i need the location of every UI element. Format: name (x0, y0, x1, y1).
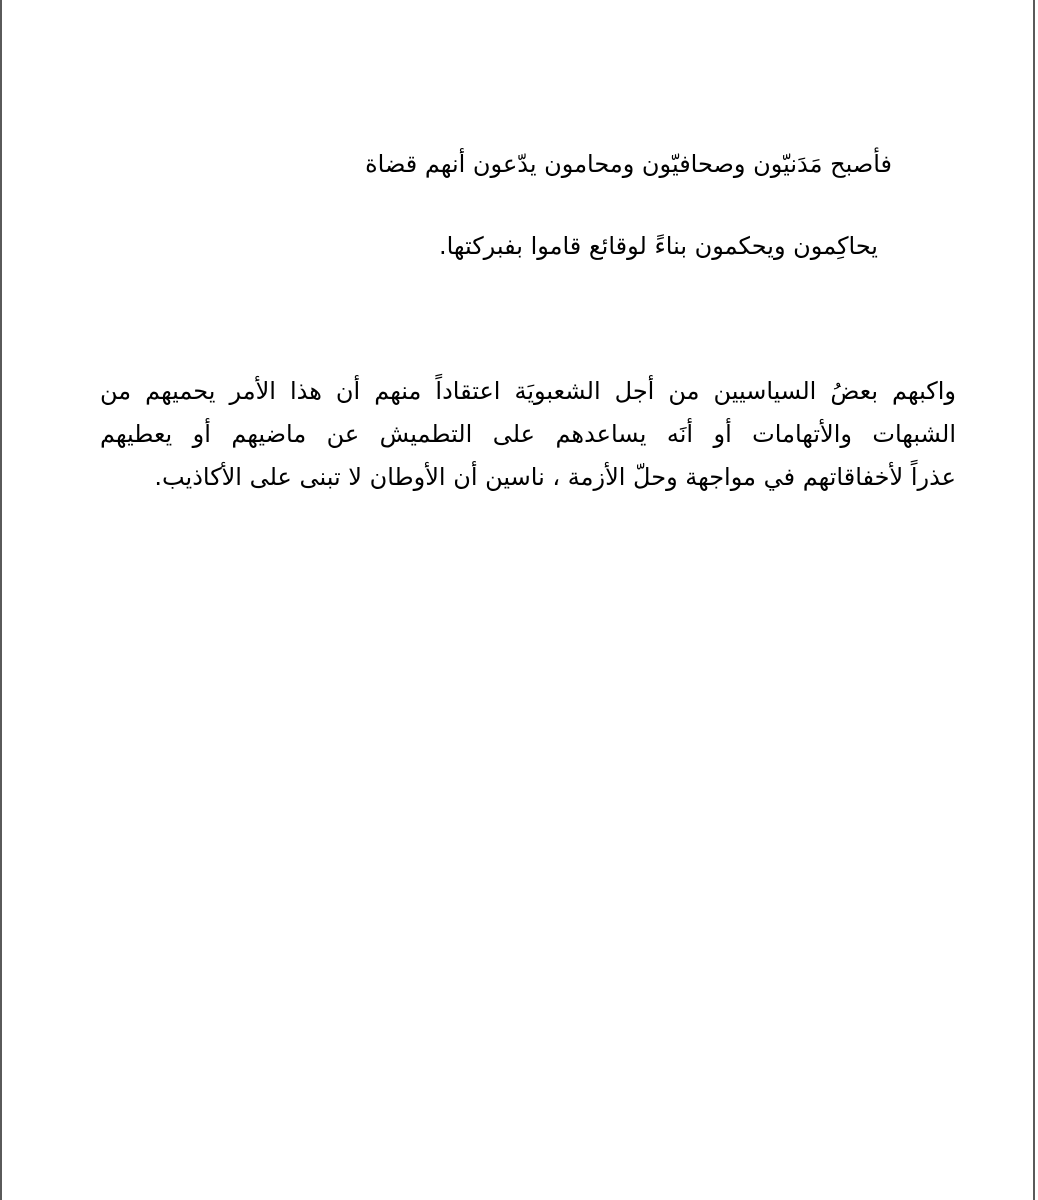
paragraph (100, 370, 956, 499)
paragraph-line-3: عذراً لأخفاقاتهم في مواجهة وحلّ الأزمة ، ناسين أن الأوطان لا تبنى على الأكاذيب. (154, 463, 956, 491)
paragraph-line-2: الشبهات والأتهامات أو أنَه يساعدهم على التطميش عن ماضيهم أو يعطيهم (100, 420, 956, 448)
page-border-right (1033, 0, 1035, 1200)
page-border-left (0, 0, 2, 1200)
text-line-1: فأصبح مَدَنيّون وصحافيّون ومحامون يدّعون أنهم قضاة (365, 150, 892, 178)
paragraph-line-1: واكبهم بعضُ السياسيين من أجل الشعبويَة اعتقاداً منهم أن هذا الأمر يحميهم من (100, 377, 956, 405)
text-line-2: يحاكِمون ويحكمون بناءً لوقائع قاموا بفبركتها. (438, 232, 878, 260)
